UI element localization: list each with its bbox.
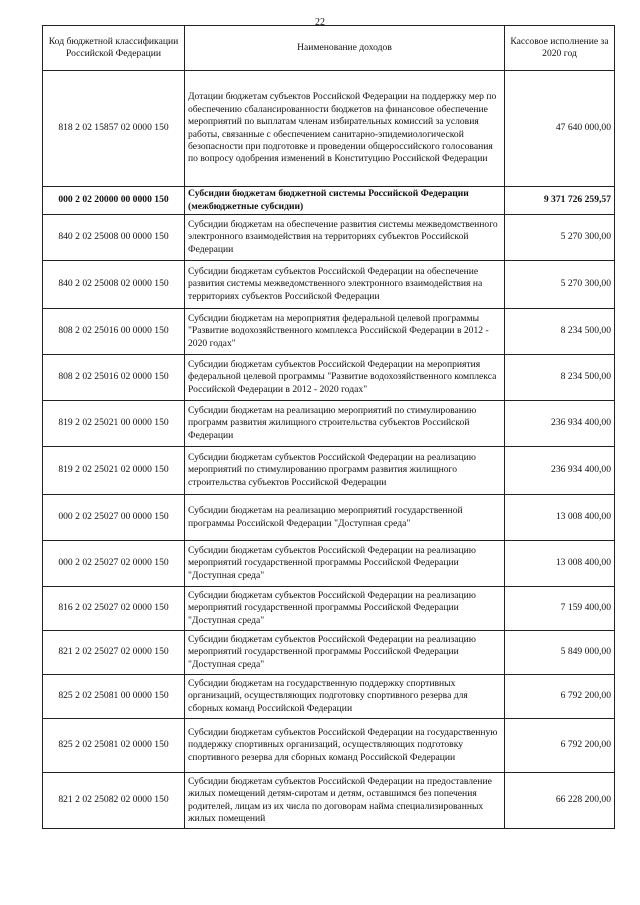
row-sum: 236 934 400,00 <box>505 447 615 495</box>
table-body <box>43 71 615 829</box>
row-name: Субсидии бюджетам на мероприятия федеральной целевой программы "Развитие водохозяйственного комплекса Российской Федерации в 2012 - 2020 годах" <box>185 309 505 355</box>
table-row <box>43 215 615 261</box>
table-row <box>43 495 615 541</box>
row-name: Субсидии бюджетам субъектов Российской Федерации на мероприятия федеральной целевой программы "Развитие водохозяйственного комплекса Российской Федерации в 2012 - 2020 годах" <box>185 355 505 401</box>
row-code: 821 2 02 25027 02 0000 150 <box>43 631 185 675</box>
row-code: 825 2 02 25081 00 0000 150 <box>43 675 185 719</box>
row-code: 840 2 02 25008 00 0000 150 <box>43 215 185 261</box>
row-name: Субсидии бюджетам на реализацию мероприятий по стимулированию программ развития жилищного строительства субъектов Российской Федерации <box>185 401 505 447</box>
row-name: Субсидии бюджетам субъектов Российской Федерации на реализацию мероприятий государственной программы Российской Федерации "Доступная среда" <box>185 631 505 675</box>
row-code: 821 2 02 25082 02 0000 150 <box>43 773 185 829</box>
row-sum: 47 640 000,00 <box>505 71 615 187</box>
table-row <box>43 719 615 773</box>
table-row <box>43 71 615 187</box>
row-code: 000 2 02 25027 02 0000 150 <box>43 541 185 587</box>
page-number: 22 <box>315 17 325 28</box>
row-name: Субсидии бюджетам субъектов Российской Федерации на реализацию мероприятий по стимулированию программ развития жилищного строительства субъектов Российской Федерации <box>185 447 505 495</box>
table-row <box>43 675 615 719</box>
row-code: 818 2 02 15857 02 0000 150 <box>43 71 185 187</box>
header-revenue-name: Наименование доходов <box>185 26 505 71</box>
row-sum: 8 234 500,00 <box>505 355 615 401</box>
row-name: Субсидии бюджетам субъектов Российской Федерации на государственную поддержку спортивных организаций, осуществляющих подготовку спортивного резерва для сборных команд Российской Федерации <box>185 719 505 773</box>
row-code: 825 2 02 25081 02 0000 150 <box>43 719 185 773</box>
table-row <box>43 187 615 215</box>
table-row <box>43 401 615 447</box>
row-code: 840 2 02 25008 02 0000 150 <box>43 261 185 309</box>
row-sum: 66 228 200,00 <box>505 773 615 829</box>
row-name: Субсидии бюджетам на реализацию мероприятий государственной программы Российской Федерации "Доступная среда" <box>185 495 505 541</box>
row-name: Субсидии бюджетам бюджетной системы Российской Федерации (межбюджетные субсидии) <box>185 187 505 215</box>
row-sum: 5 270 300,00 <box>505 215 615 261</box>
row-sum: 5 270 300,00 <box>505 261 615 309</box>
table-header-row <box>43 26 615 71</box>
row-name: Дотации бюджетам субъектов Российской Федерации на поддержку мер по обеспечению сбалансированности бюджетов на финансовое обеспечение мероприятий по выплатам членам избирательных комиссий за условия работы, связанные с обеспечением санитарно-эпидемиологической безопасности при подготовке и проведении общероссийского голосования по вопросу одобрения изменений в Конституцию Российской Федерации <box>185 71 505 187</box>
row-code: 808 2 02 25016 02 0000 150 <box>43 355 185 401</box>
row-sum: 13 008 400,00 <box>505 541 615 587</box>
row-name: Субсидии бюджетам на государственную поддержку спортивных организаций, осуществляющих подготовку спортивного резерва для сборных команд Российской Федерации <box>185 675 505 719</box>
budget-revenue-table <box>42 25 615 829</box>
row-sum: 5 849 000,00 <box>505 631 615 675</box>
table-row <box>43 261 615 309</box>
row-code: 808 2 02 25016 00 0000 150 <box>43 309 185 355</box>
header-cash-execution: Кассовое исполнение за 2020 год <box>505 26 615 71</box>
row-code: 819 2 02 25021 02 0000 150 <box>43 447 185 495</box>
row-sum: 9 371 726 259,57 <box>505 187 615 215</box>
row-sum: 13 008 400,00 <box>505 495 615 541</box>
table-row <box>43 773 615 829</box>
row-name: Субсидии бюджетам на обеспечение развития системы межведомственного электронного взаимодействия на территориях субъектов Российской Федерации <box>185 215 505 261</box>
row-name: Субсидии бюджетам субъектов Российской Федерации на реализацию мероприятий государственной программы Российской Федерации "Доступная среда" <box>185 541 505 587</box>
row-name: Субсидии бюджетам субъектов Российской Федерации на реализацию мероприятий государственной программы Российской Федерации "Доступная среда" <box>185 587 505 631</box>
row-code: 819 2 02 25021 00 0000 150 <box>43 401 185 447</box>
table-row <box>43 447 615 495</box>
row-sum: 6 792 200,00 <box>505 675 615 719</box>
table-row <box>43 309 615 355</box>
row-name: Субсидии бюджетам субъектов Российской Федерации на обеспечение развития системы межведомственного электронного взаимодействия на территориях субъектов Российской Федерации <box>185 261 505 309</box>
row-sum: 6 792 200,00 <box>505 719 615 773</box>
row-code: 000 2 02 25027 00 0000 150 <box>43 495 185 541</box>
table-row <box>43 355 615 401</box>
row-code: 816 2 02 25027 02 0000 150 <box>43 587 185 631</box>
table-row <box>43 541 615 587</box>
table-row <box>43 587 615 631</box>
header-budget-code: Код бюджетной классификации Российской Федерации <box>43 26 185 71</box>
row-name: Субсидии бюджетам субъектов Российской Федерации на предоставление жилых помещений детям-сиротам и детям, оставшимся без попечения родителей, лицам из их числа по договорам найма специализированных жилых помещений <box>185 773 505 829</box>
row-sum: 8 234 500,00 <box>505 309 615 355</box>
row-code: 000 2 02 20000 00 0000 150 <box>43 187 185 215</box>
table-row <box>43 631 615 675</box>
row-sum: 7 159 400,00 <box>505 587 615 631</box>
row-sum: 236 934 400,00 <box>505 401 615 447</box>
